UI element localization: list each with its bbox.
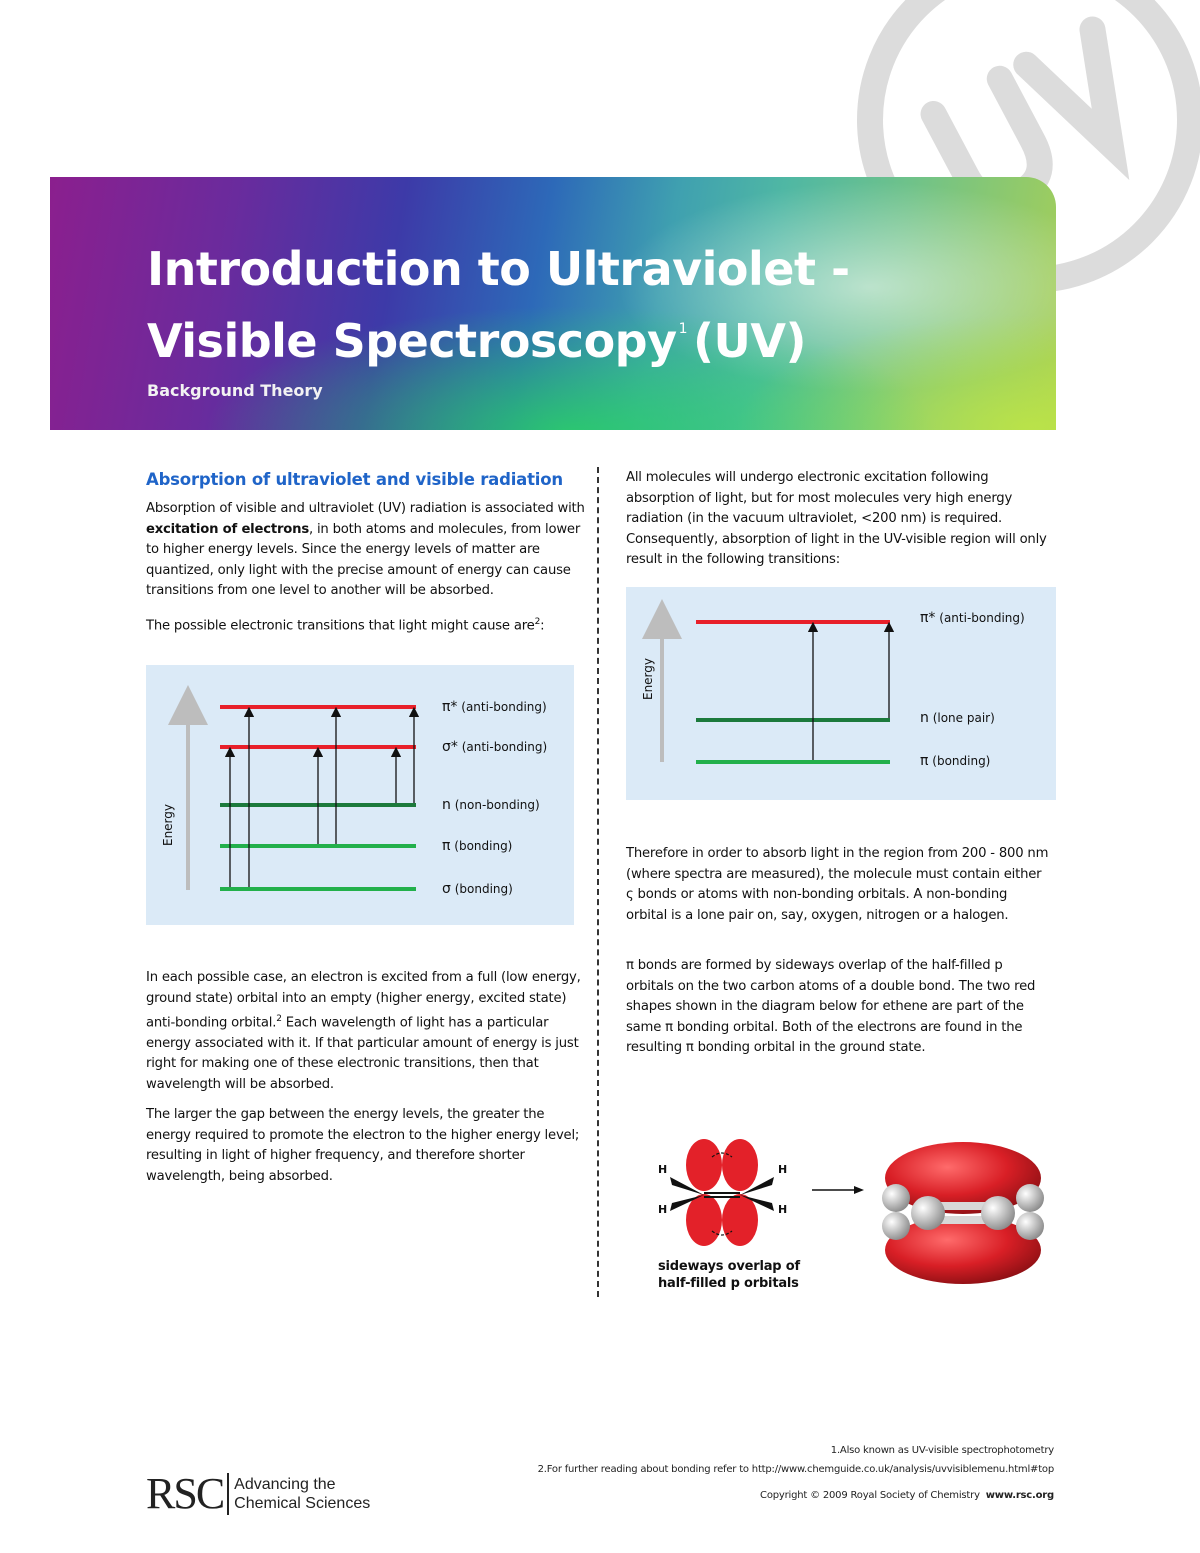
rsc-tagline bbox=[234, 1475, 370, 1513]
title-line-1: Introduction to Ultraviolet - bbox=[147, 242, 850, 296]
reaction-arrow-icon bbox=[810, 1182, 866, 1198]
energy-axis-label-2: Energy bbox=[641, 657, 655, 701]
transitions-intro bbox=[146, 612, 586, 637]
transitions-diagram-svg bbox=[146, 665, 574, 925]
intro-text-bold: excitation of electrons bbox=[146, 521, 309, 537]
level2-label-pi-star: π* (anti-bonding) bbox=[920, 610, 1025, 626]
title-banner bbox=[50, 177, 1056, 430]
rsc-logo bbox=[146, 1469, 371, 1518]
copyright-line bbox=[760, 1490, 1054, 1501]
tagline-line-1: Advancing the bbox=[234, 1476, 336, 1493]
h-label-bottom-left: H bbox=[658, 1203, 668, 1216]
left-column bbox=[146, 470, 586, 636]
rsc-logo-divider bbox=[227, 1473, 229, 1515]
left-column-lower bbox=[146, 968, 586, 1187]
title-footnote-marker: 1 bbox=[678, 321, 688, 337]
column-divider bbox=[597, 467, 599, 1297]
tagline-line-2: Chemical Sciences bbox=[234, 1495, 371, 1512]
transition-arrows-2 bbox=[813, 627, 889, 760]
transitions-diagram bbox=[146, 665, 574, 925]
transitions-colon: : bbox=[540, 617, 545, 633]
absorb-region-paragraph: Therefore in order to absorb light in the region from 200 - 800 nm (where spectra are measured), the molecule must contain either ς bonds or atoms with non-bonding orbitals. A non-bonding orbital is a lone pair on, say, oxygen, nitrogen or a halogen. bbox=[626, 846, 1049, 923]
h-label-top-right: H bbox=[778, 1163, 788, 1176]
title-line-2: Visible Spectroscopy bbox=[147, 314, 677, 368]
excitation-paragraph bbox=[146, 968, 586, 1095]
level-label-n: n (non-bonding) bbox=[442, 797, 540, 813]
transitions-footnote: 2 bbox=[534, 616, 541, 627]
section-heading: Absorption of ultraviolet and visible radiation bbox=[146, 470, 563, 489]
vacuum-uv-paragraph: All molecules will undergo electronic excitation following absorption of light, but for most molecules very high energy radiation (in the vacuum ultraviolet, <200 nm) is required. Consequently, absorption of light in the UV-visible region will only result in the following transitions: bbox=[626, 470, 1047, 567]
h-label-bottom-right: H bbox=[778, 1203, 788, 1216]
caption-line-1: sideways overlap of bbox=[658, 1259, 800, 1274]
energy-axis-label: Energy bbox=[161, 803, 175, 847]
level-label-pi: π (bonding) bbox=[442, 838, 513, 854]
p-orbital-overlap-illustration bbox=[646, 1135, 806, 1265]
uv-visible-transitions-diagram bbox=[626, 587, 1056, 800]
website-link[interactable]: www.rsc.org bbox=[985, 1490, 1054, 1501]
uv-visible-diagram-svg bbox=[626, 587, 1056, 800]
page-subtitle: Background Theory bbox=[147, 381, 323, 400]
excitation-text-b: Each wavelength of light has a particular energy associated with it. If that particular amount of energy is just right for making one of these electronic transitions, then that wavelength will be absorbed. bbox=[146, 1015, 579, 1092]
intro-text-b: , in both atoms and molecules, from lower to higher energy levels. Since the energy levels of matter are quantized, only light with the precise amount of energy can cause transitions from one level to another will be absorbed. bbox=[146, 521, 581, 598]
level-label-sigma: σ (bonding) bbox=[442, 881, 513, 897]
level2-label-n: n (lone pair) bbox=[920, 710, 995, 726]
intro-text-a: Absorption of visible and ultraviolet (UV) radiation is associated with bbox=[146, 501, 585, 516]
title-tail: (UV) bbox=[693, 314, 807, 368]
right-column-upper bbox=[626, 468, 1051, 571]
transition-arrows bbox=[230, 712, 414, 887]
copyright-text: Copyright © 2009 Royal Society of Chemistry bbox=[760, 1490, 980, 1501]
footnote-2: 2.For further reading about bonding refer to http://www.chemguide.co.uk/analysis/uvvisiblemenu.html#top bbox=[537, 1464, 1054, 1475]
right-column-lower bbox=[626, 844, 1051, 1059]
orbital-caption bbox=[658, 1258, 800, 1292]
excitation-footnote: 2 bbox=[276, 1014, 282, 1024]
level-label-sigma-star: σ* (anti-bonding) bbox=[442, 739, 548, 755]
pi-bonding-orbital-model bbox=[868, 1138, 1058, 1288]
transitions-text: The possible electronic transitions that light might cause are bbox=[146, 617, 535, 633]
level2-label-pi: π (bonding) bbox=[920, 753, 991, 769]
caption-line-2: half-filled p orbitals bbox=[658, 1276, 799, 1291]
intro-paragraph bbox=[146, 499, 586, 602]
h-label-top-left: H bbox=[658, 1163, 668, 1176]
pi-bond-paragraph: π bonds are formed by sideways overlap of the half-filled p orbitals on the two carbon atoms of a double bond. The two red shapes shown in the diagram below for ethene are part of the same π bonding orbital. Both of the electrons are found in the resulting π bonding orbital in the ground state. bbox=[626, 958, 1036, 1055]
footnote-1: 1.Also known as UV-visible spectrophotometry bbox=[830, 1445, 1054, 1456]
excitation-text-a: In each possible case, an electron is excited from a full (low energy, ground state) orbital into an empty (higher energy, excited state) anti-bonding orbital. bbox=[146, 970, 581, 1031]
energy-gap-paragraph: The larger the gap between the energy levels, the greater the energy required to promote the electron to the higher energy level; resulting in light of higher frequency, and therefore shorter wavelength, being absorbed. bbox=[146, 1107, 580, 1184]
rsc-wordmark: RSC bbox=[146, 1469, 224, 1518]
level-label-pi-star: π* (anti-bonding) bbox=[442, 699, 547, 715]
page-title bbox=[147, 239, 850, 371]
